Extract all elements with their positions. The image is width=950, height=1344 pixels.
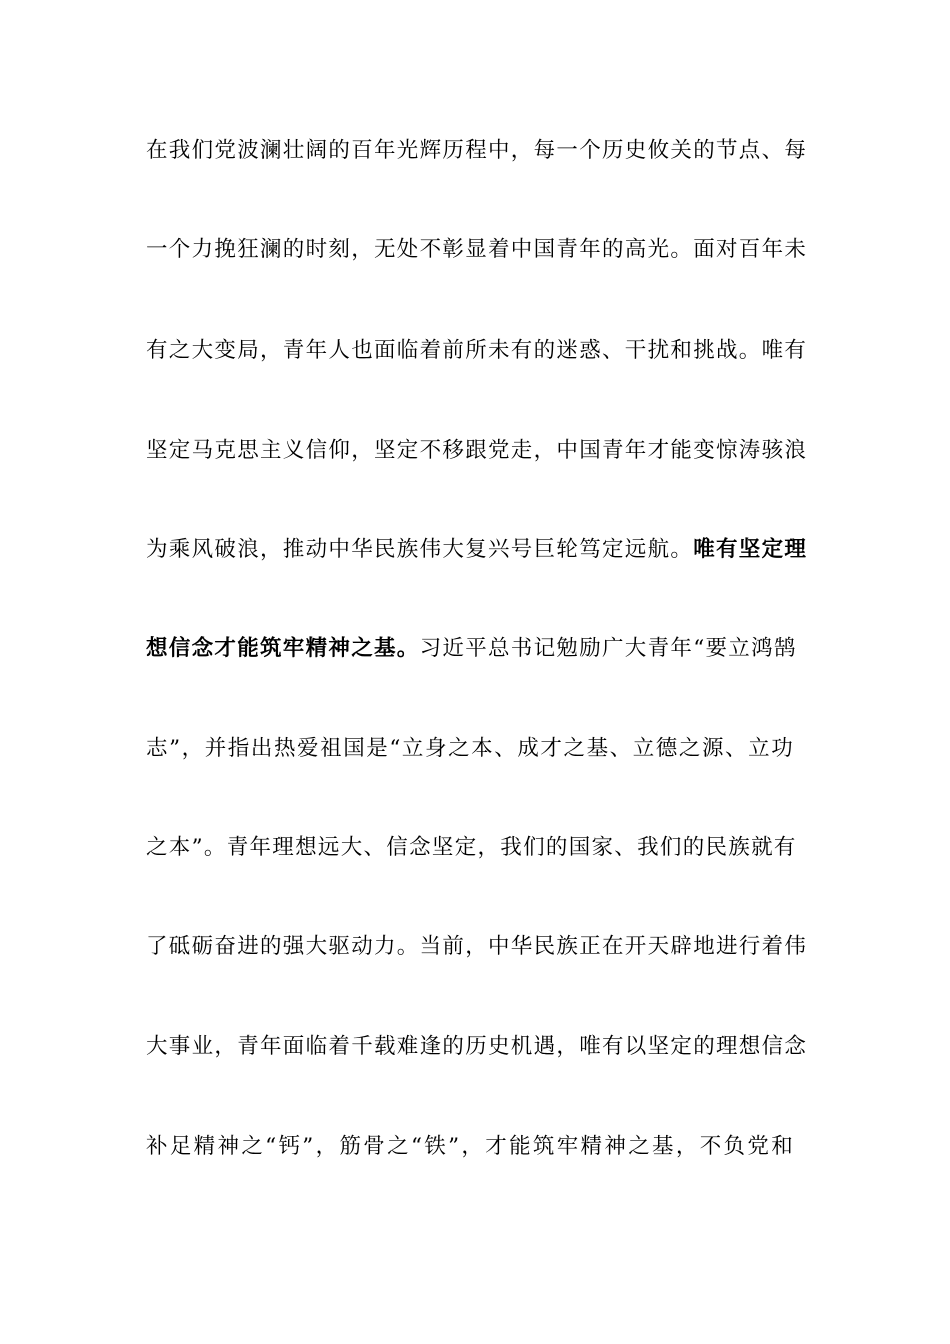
paragraph-line-5 — [146, 533, 808, 567]
line-6-normal-text: 习近平总书记勉励广大青年“要立鸿鹄 — [419, 636, 797, 661]
paragraph-line-3: 有之大变局，青年人也面临着前所未有的迷惑、干扰和挑战。唯有 — [146, 338, 808, 363]
line-6-bold-heading: 想信念才能筑牢精神之基。 — [146, 636, 420, 661]
paragraph-line-10: 大事业，青年面临着千载难逢的历史机遇，唯有以坚定的理想信念 — [146, 1034, 808, 1059]
paragraph-line-8: 之本”。青年理想远大、信念坚定，我们的国家、我们的民族就有 — [146, 835, 797, 860]
line-5-bold-heading: 唯有坚定理 — [693, 537, 808, 562]
paragraph-line-9: 了砥砺奋进的强大驱动力。当前，中华民族正在开天辟地进行着伟 — [146, 934, 808, 959]
paragraph-line-11: 补足精神之“钙”，筋骨之“铁”，才能筑牢精神之基，不负党和 — [146, 1134, 794, 1159]
paragraph-line-1: 在我们党波澜壮阔的百年光辉历程中，每一个历史攸关的节点、每 — [146, 138, 808, 163]
line-5-normal-text: 为乘风破浪，推动中华民族伟大复兴号巨轮笃定远航。 — [146, 537, 694, 562]
paragraph-line-2: 一个力挽狂澜的时刻，无处不彰显着中国青年的高光。面对百年未 — [146, 237, 808, 262]
paragraph-line-6 — [146, 632, 797, 666]
paragraph-line-7: 志”，并指出热爱祖国是“立身之本、成才之基、立德之源、立功 — [146, 736, 794, 761]
paragraph-line-4: 坚定马克思主义信仰，坚定不移跟党走，中国青年才能变惊涛骇浪 — [146, 438, 808, 463]
